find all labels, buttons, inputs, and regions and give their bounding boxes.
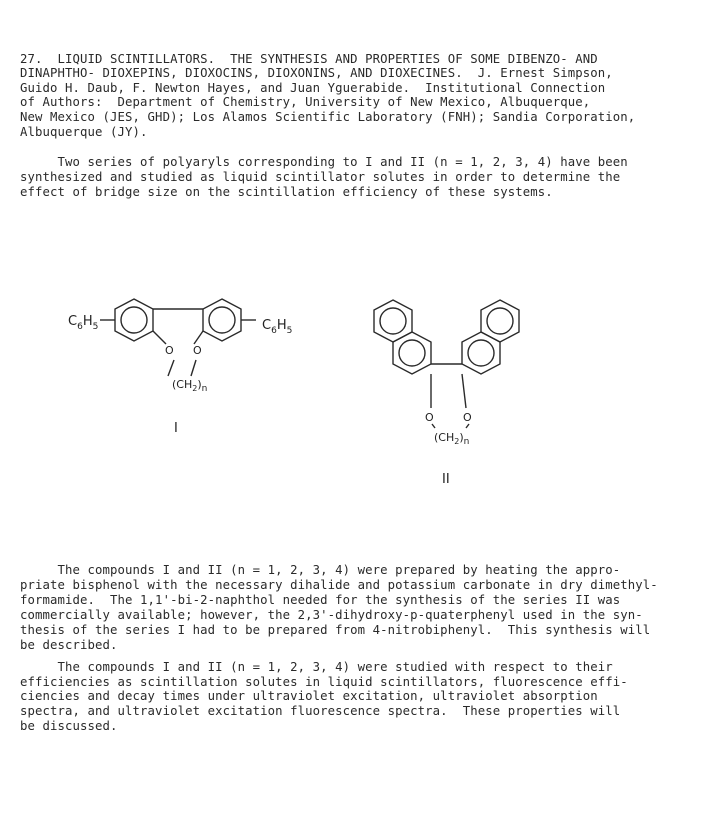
intro-line: Two series of polyaryls corresponding to I and II (n = 1, 2, 3, 4) have been xyxy=(20,155,628,169)
body-line: priate bisphenol with the necessary dihalide and potassium carbonate in dry dimethyl- xyxy=(20,578,658,592)
compound-2-label: II xyxy=(442,472,450,487)
body-line: The compounds I and II (n = 1, 2, 3, 4) were prepared by heating the appro- xyxy=(20,563,621,577)
intro-line: synthesized and studied as liquid scintillator solutes in order to determine the xyxy=(20,170,621,184)
compound-2-oxygen-right: O xyxy=(463,411,472,424)
header-line: Guido H. Daub, F. Newton Hayes, and Juan Yguerabide. Institutional Connection xyxy=(20,81,606,95)
compound-1-oxygen-left: O xyxy=(165,344,174,357)
compound-1-label: I xyxy=(174,421,178,436)
body-line: commercially available; however, the 2,3'-dihydroxy-p-quaterphenyl used in the syn- xyxy=(20,608,643,622)
header-line: DINAPHTHO- DIOXEPINS, DIOXOCINS, DIOXONINS, AND DIOXECINES. J. Ernest Simpson, xyxy=(20,66,613,80)
body-line: be described. xyxy=(20,638,118,652)
body-line: formamide. The 1,1'-bi-2-naphthol needed for the synthesis of the series II was xyxy=(20,593,621,607)
intro-line: effect of bridge size on the scintillation efficiency of these systems. xyxy=(20,185,553,199)
compound-1-left-substituent: $C_6H_5$ xyxy=(68,314,99,332)
chemical-structures-figure xyxy=(0,280,704,490)
body-line: spectra, and ultraviolet excitation fluorescence spectra. These properties will xyxy=(20,704,621,718)
header-line: Albuquerque (JY). xyxy=(20,125,148,139)
compound-1-right-substituent: $C_6H_5$ xyxy=(262,318,293,336)
body-line: thesis of the series I had to be prepared from 4-nitrobiphenyl. This synthesis will xyxy=(20,623,651,637)
body-line: efficiencies as scintillation solutes in liquid scintillators, fluorescence effi- xyxy=(20,675,628,689)
body-line: be discussed. xyxy=(20,719,118,733)
compound-2-structure xyxy=(374,300,519,428)
body-line: The compounds I and II (n = 1, 2, 3, 4) were studied with respect to their xyxy=(20,660,613,674)
compound-1-oxygen-right: O xyxy=(193,344,202,357)
compound-2-oxygen-left: O xyxy=(425,411,434,424)
compound-2-bridge: $(CH_2)_n$ xyxy=(434,431,470,447)
header-line: New Mexico (JES, GHD); Los Alamos Scientific Laboratory (FNH); Sandia Corporation, xyxy=(20,110,636,124)
body-line: ciencies and decay times under ultraviolet excitation, ultraviolet absorption xyxy=(20,689,598,703)
header-line: of Authors: Department of Chemistry, University of New Mexico, Albuquerque, xyxy=(20,95,591,109)
compound-1-bridge: $(CH_2)_n$ xyxy=(172,378,208,394)
compound-1-structure xyxy=(100,299,256,376)
header-line: 27. LIQUID SCINTILLATORS. THE SYNTHESIS AND PROPERTIES OF SOME DIBENZO- AND xyxy=(20,52,598,66)
